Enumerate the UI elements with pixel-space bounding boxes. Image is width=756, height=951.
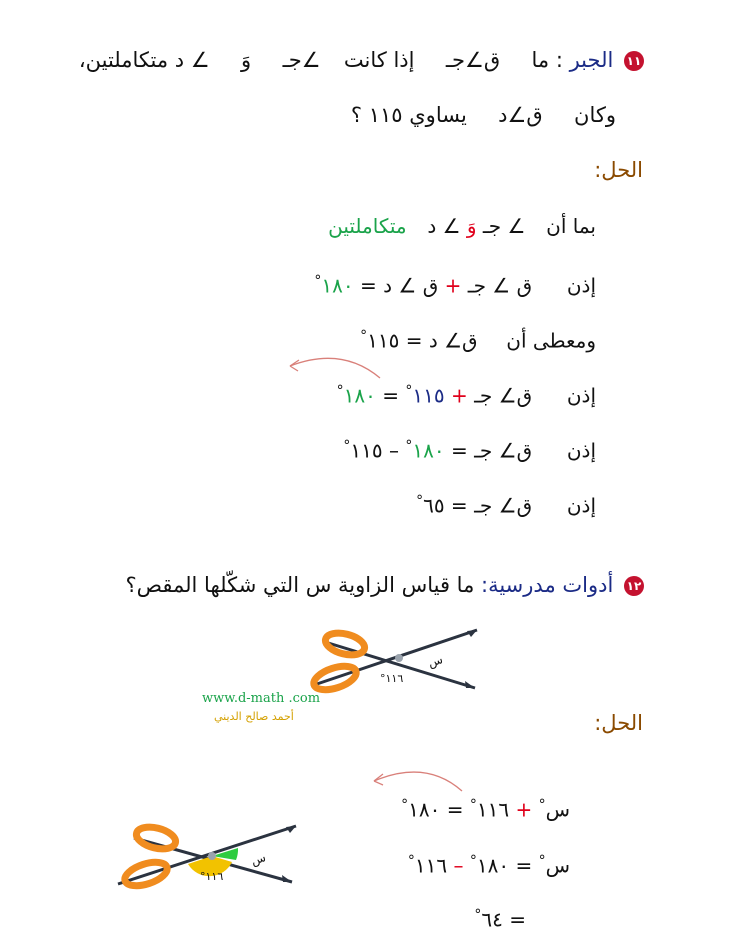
q12-question: ما قياس الزاوية س التي شكّلها المقص؟	[125, 573, 475, 597]
q12-step2: س° = ١٨٠° – ١١٦°	[407, 853, 570, 878]
q12-step3: = ٦٤°	[474, 907, 526, 932]
angle-symbol-icon: ∠	[498, 493, 517, 518]
scissors-bottom-label-angle: ١١٦°	[200, 870, 224, 883]
angle-symbol-icon: ∠	[507, 214, 526, 238]
q12-step1: س° + ١١٦° = ١٨٠°	[401, 797, 570, 822]
angle-symbol-icon: ∠	[492, 273, 511, 298]
watermark-url: www.d-math .com	[202, 691, 321, 706]
q11-topic: الجبر	[569, 48, 614, 72]
q11-line1: ١١ الجبر : ما ق∠جـ إذا كانت ∠جـ وَ ∠ د متكاملتين،	[79, 47, 644, 73]
scissors-bottom-label-s: س	[249, 850, 268, 868]
angle-symbol-icon: ∠	[507, 103, 527, 127]
q11-number-badge: ١١	[624, 51, 644, 71]
scissors-top-label-angle: ١١٦°	[380, 672, 404, 685]
q11-step1: بما أن ∠ جـ وَ ∠ د متكاملتين	[328, 214, 596, 238]
q11-step4: إذن ق∠ جـ + ١١٥° = ١٨٠°	[336, 383, 596, 408]
angle-symbol-icon: ∠	[498, 383, 517, 408]
q11-step6: إذن ق∠ جـ = ٦٥°	[416, 493, 596, 518]
angle-symbol-icon: ∠	[464, 48, 484, 72]
q12-solution-label: الحل:	[594, 711, 643, 735]
q12-number-badge: ١٢	[624, 576, 644, 596]
angle-symbol-icon: ∠	[301, 48, 321, 72]
watermark-name: أحمد صالح الديني	[214, 710, 294, 723]
angle-symbol-icon: ∠	[498, 438, 517, 463]
q11-line2: وكان ق∠د يساوي ١١٥ ؟	[350, 103, 616, 127]
q12-topic: أدوات مدرسية:	[481, 573, 614, 597]
q11-step5: إذن ق∠ جـ = ١٨٠° – ١١٥°	[343, 438, 596, 463]
angle-symbol-icon: ∠	[442, 214, 461, 238]
angle-symbol-icon: ∠	[398, 273, 417, 298]
scissors-top-label-s: س	[426, 652, 445, 670]
q11-step2: إذن ق ∠ جـ + ق ∠ د = ١٨٠°	[314, 273, 596, 298]
angle-symbol-icon: ∠	[190, 48, 210, 72]
angle-symbol-icon: ∠	[444, 328, 463, 353]
curved-arrow-icon	[368, 765, 468, 795]
q12-line1	[126, 572, 644, 598]
q11-step3: ومعطى أن ق∠ د = ١١٥°	[360, 328, 596, 353]
q11-solution-label: الحل:	[594, 158, 643, 182]
